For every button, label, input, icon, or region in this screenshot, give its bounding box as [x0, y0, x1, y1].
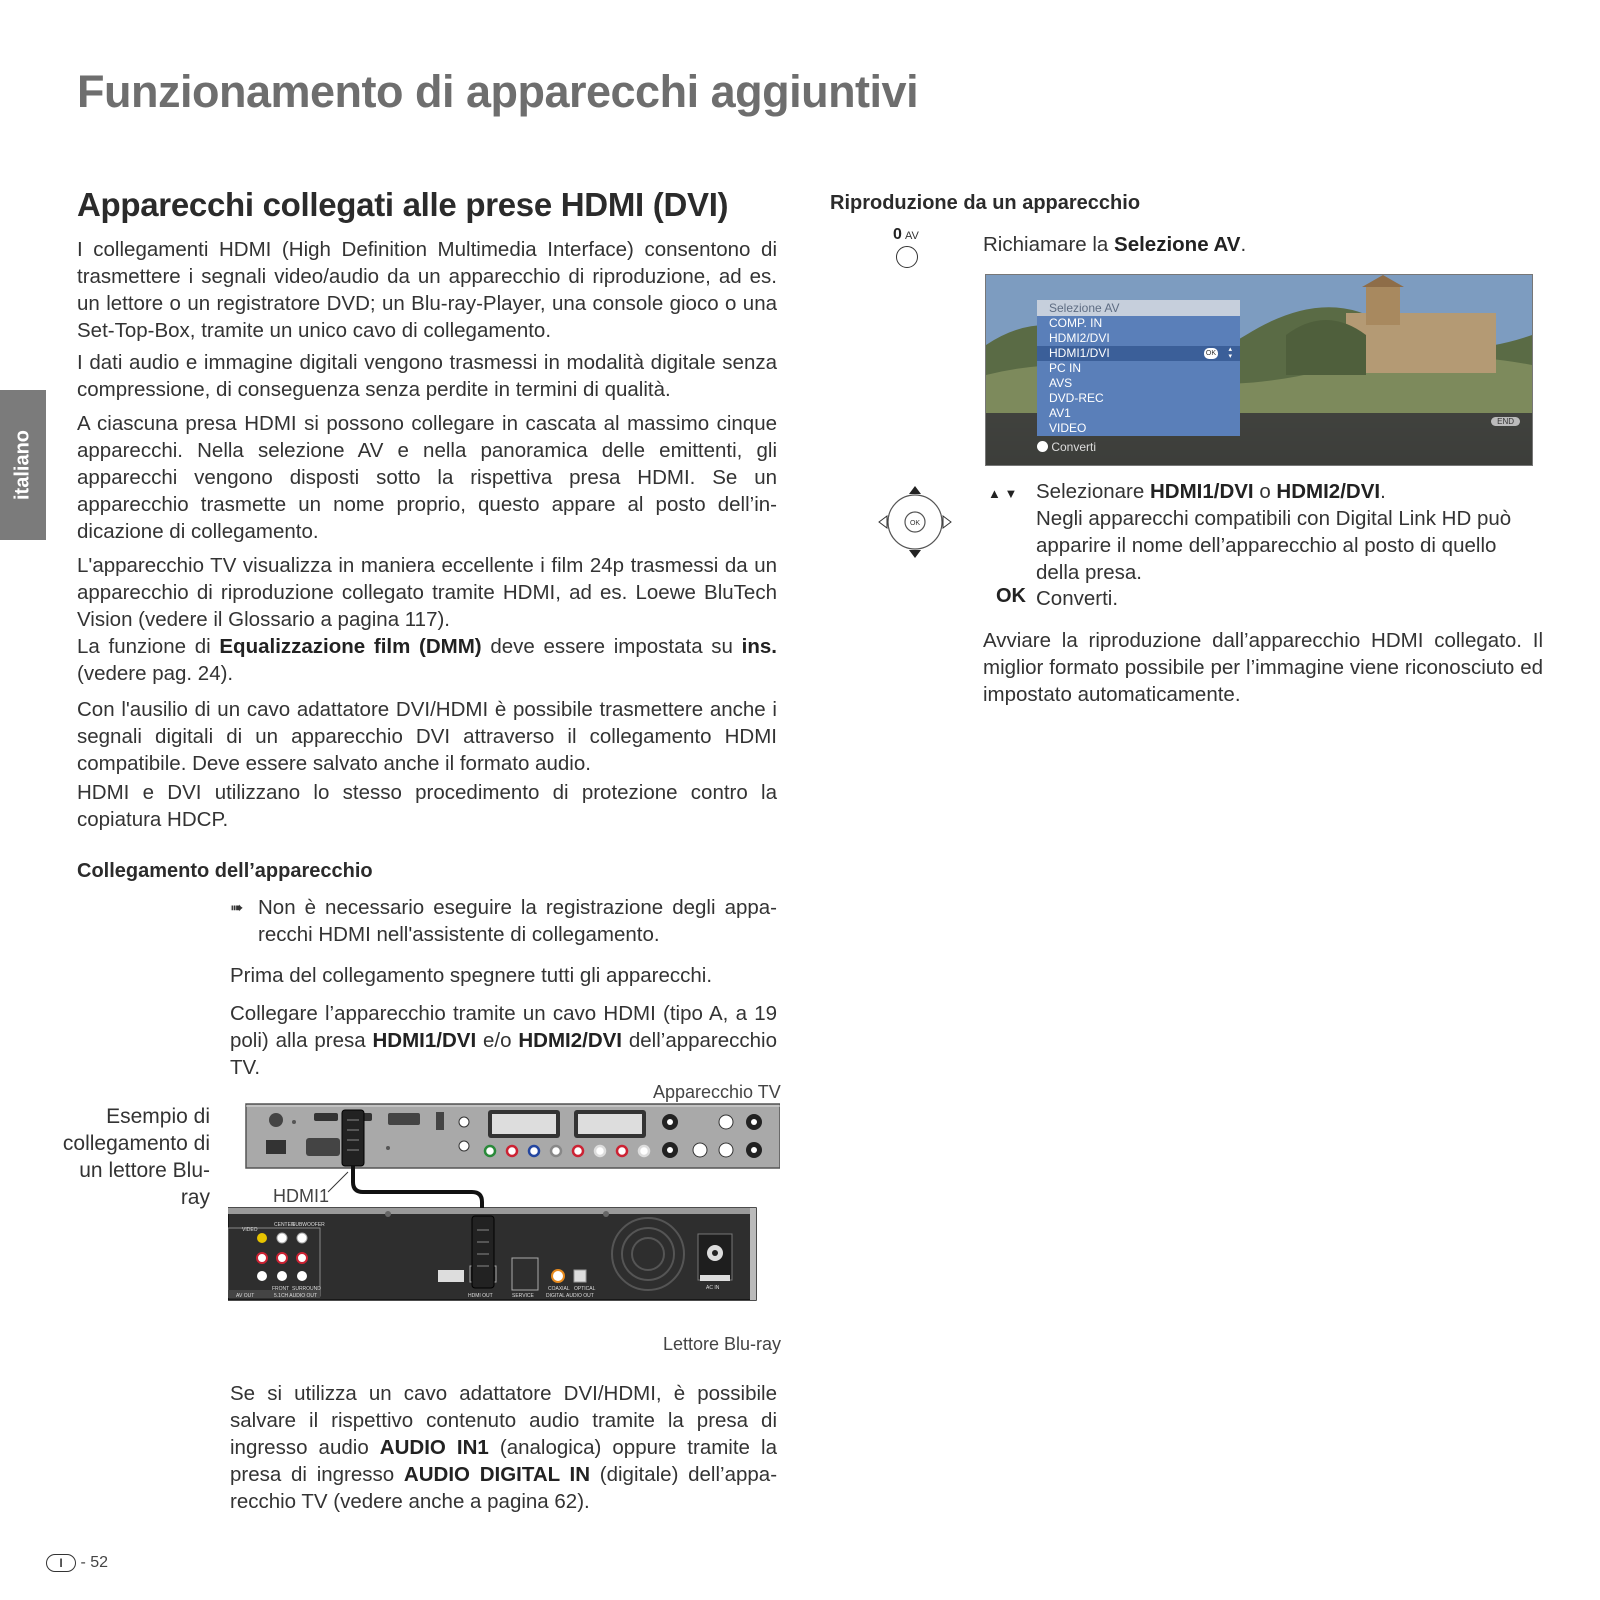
paragraph-digital: I dati audio e immagine digitali vengono trasmessi in modalità digitale senza compressione, di conseguenza senza perdite in termini di qualità.	[77, 351, 777, 401]
menu-item-avs[interactable]: AVS	[1049, 376, 1073, 390]
arrow-bullet-icon: ➠	[230, 900, 244, 917]
menu-footer-label: Converti	[1051, 440, 1097, 454]
tv-back-panel	[246, 1104, 780, 1168]
menu-item-pc-in[interactable]: PC IN	[1049, 361, 1082, 375]
menu-item-dvd-rec[interactable]: DVD-REC	[1049, 391, 1104, 405]
connection-diagram	[228, 1100, 780, 1332]
port-label-hdmi-out: HDMI OUT	[468, 1293, 493, 1299]
menu-item-hdmi1-label: HDMI1/DVI	[1049, 346, 1110, 360]
up-down-arrows-icon: ▴ ▾	[1228, 346, 1232, 360]
step-call-av: Richiamare la Selezione AV.	[983, 233, 1247, 256]
subheading-connection: Collegamento dell’apparecchio	[77, 860, 373, 882]
end-button[interactable]: END	[1491, 417, 1520, 426]
step-note-digital-link: Negli apparecchi compatibili con Digital Link HD può apparire il nome dell’apparecchio al posto di quello della presa.	[1036, 507, 1512, 584]
tv-screen-av-menu	[985, 274, 1533, 466]
ok-key-label: OK	[996, 585, 1026, 607]
step-power-off: Prima del collegamento spegnere tutti gli apparecchi.	[230, 964, 713, 987]
menu-item-video[interactable]: VIDEO	[1049, 421, 1087, 435]
ok-circle-icon	[1037, 441, 1048, 452]
paragraph-intro: I collegamenti HDMI (High Definition Multimedia Interface) consentono di trasmettere i segnali video/audio da un apparecchio di riproduzione, ad es. un lettore o un registratore DVD; un Blu-ray-Player, una console gioco o una Set-Top-Box, tramite un unico cavo di collegamento.	[77, 238, 777, 342]
port-label-51ch: 5.1CH AUDIO OUT	[274, 1293, 318, 1299]
menu-item-av1[interactable]: AV1	[1049, 406, 1071, 420]
menu-item-comp-in[interactable]: COMP. IN	[1049, 316, 1103, 330]
paragraph-cascade: A ciascuna presa HDMI si possono collegare in cascata al massimo cinque apparecchi. Nella selezione AV e nella panoramica delle emittenti, gli apparecchi vengono disposti sotto la rispettiva presa HDMI. Se un apparecchio trasmette un nome proprio, questo appare al posto dell’indicazione di collegamento.	[77, 412, 777, 543]
port-label-coaxial: COAXIAL	[548, 1286, 570, 1292]
section-heading: Apparecchi collegati alle prese HDMI (DVI)	[77, 186, 729, 223]
step-select-hdmi: Selezionare HDMI1/DVI o HDMI2/DVI.	[1036, 480, 1386, 503]
menu-footer	[1037, 440, 1096, 454]
port-label-video: VIDEO	[242, 1227, 258, 1233]
menu-title: Selezione AV	[1037, 300, 1240, 316]
paragraph-dvi-adapter: Con l'ausilio di un cavo adattatore DVI/HDMI è possibile trasmettere anche i segnali digitali di un apparecchio DVI attraverso il collegamento HDMI compatibile. Deve essere salvato anche il formato audio.	[77, 698, 777, 775]
port-label-optical: OPTICAL	[574, 1286, 596, 1292]
paragraph-dmm: La funzione di Equalizzazione film (DMM) deve essere impostata su ins. (vedere pag. 24).	[77, 635, 777, 685]
av-key-icon	[896, 246, 918, 268]
player-label: Lettore Blu-ray	[663, 1334, 782, 1354]
paragraph-hdcp: HDMI e DVI utilizzano lo stesso procedimento di protezione contro la copiatura HDCP.	[77, 781, 777, 831]
av-selection-menu	[1037, 300, 1240, 436]
port-label-service: SERVICE	[512, 1293, 534, 1299]
menu-item-hdmi1-selected[interactable]	[1037, 346, 1240, 361]
ok-key-text: Converti.	[1036, 587, 1119, 610]
language-badge-icon: I	[46, 1554, 76, 1572]
tv-label: Apparecchio TV	[653, 1082, 781, 1102]
nav-pad-icon	[877, 484, 953, 560]
paragraph-24p: L'apparecchio TV visualizza in maniera eccellente i film 24p trasmessi da un apparecchio di riproduzione collegato tramite HDMI, ad es. Loewe BluTech Vision (vedere il Glossario a pagina 117).	[77, 554, 777, 631]
note-registration: Non è necessario eseguire la registrazione degli apparecchi HDMI nell'assistente di collegamento.	[258, 896, 777, 946]
hdmi1-label: HDMI1	[273, 1186, 330, 1206]
step-connect-cable: Collegare l’apparecchio tramite un cavo HDMI (tipo A, a 19 poli) alla presa HDMI1/DVI e/o HDMI2/DVI dell’apparecchio TV.	[230, 1002, 778, 1079]
port-label-center: CENTER	[274, 1222, 295, 1228]
port-label-ac-in: AC IN	[706, 1285, 720, 1291]
port-label-surround: SURROUND	[292, 1286, 321, 1292]
nav-ok-label: OK	[909, 520, 921, 527]
port-label-av-out: AV OUT	[236, 1293, 255, 1299]
port-label-subwoofer: SUBWOOFER	[292, 1222, 325, 1228]
port-label-front: FRONT	[272, 1286, 290, 1292]
paragraph-start-playback: Avviare la riproduzione dall’apparecchio HDMI collegato. Il miglior formato possibile per l’immagine viene riconosciuto ed impostato automaticamente.	[983, 629, 1543, 706]
up-down-arrow-icon: ▲ ▼	[988, 486, 1018, 501]
page-footer	[46, 1554, 108, 1572]
key-zero-label: 0	[893, 226, 902, 243]
ok-badge-icon: OK	[1205, 350, 1216, 357]
subheading-playback: Riproduzione da un apparecchio	[830, 192, 1141, 214]
key-av-label: AV	[905, 230, 919, 242]
port-label-digital-audio-out: DIGITAL AUDIO OUT	[546, 1293, 594, 1299]
menu-item-hdmi2[interactable]: HDMI2/DVI	[1049, 331, 1110, 345]
figure-caption: Esempio di collegamento di un lettore Blu-ray	[62, 1105, 210, 1209]
page-title: Funzionamento di apparecchi aggiuntivi	[77, 66, 919, 117]
language-tab	[0, 390, 46, 540]
page-number: - 52	[80, 1554, 109, 1571]
language-tab-label: italiano	[11, 429, 34, 501]
paragraph-audio-in: Se si utilizza un cavo adattatore DVI/HDMI, è possibile salvare il rispettivo contenuto audio tramite la presa di ingresso audio AUDIO IN1 (analogica) oppure tramite la presa di ingresso AUDIO DIGITAL IN (digitale) dell’apparecchio TV (vedere anche a pagina 62).	[230, 1382, 778, 1513]
